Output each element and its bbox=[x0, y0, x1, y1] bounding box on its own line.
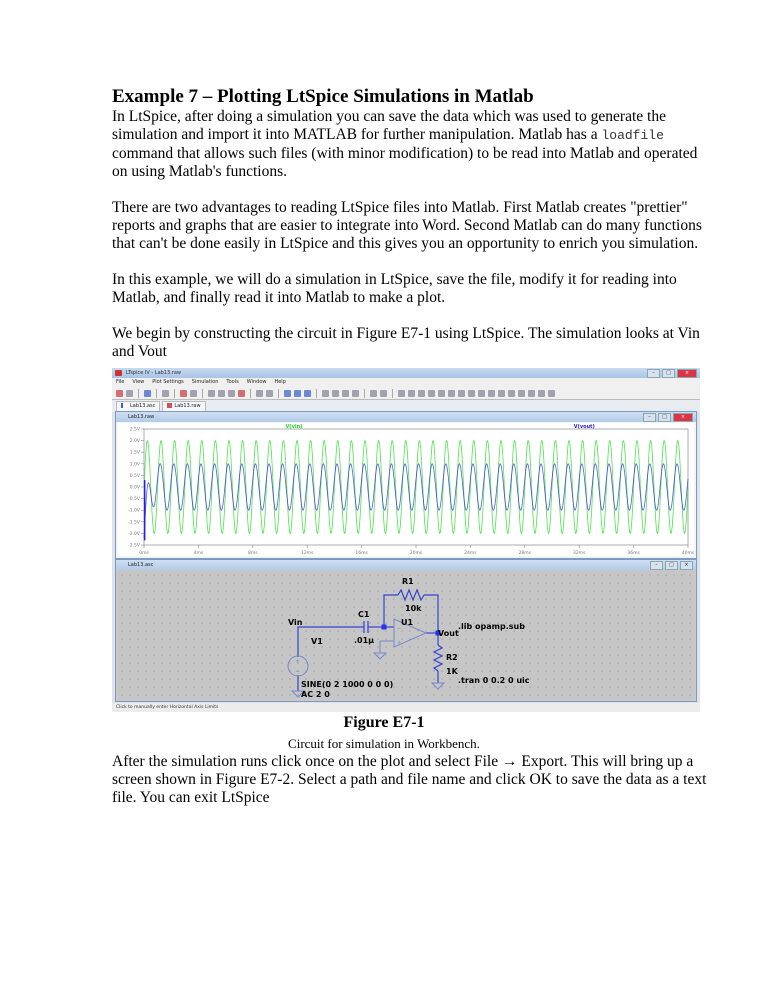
svg-text:4ms: 4ms bbox=[193, 551, 204, 556]
sch-restore-button[interactable]: □ bbox=[665, 561, 678, 570]
toolbar bbox=[112, 387, 700, 400]
r2-label[interactable]: R2 bbox=[446, 653, 458, 662]
zoom-out-icon[interactable] bbox=[228, 390, 235, 397]
svg-text:+: + bbox=[397, 640, 402, 646]
ltspice-screenshot bbox=[112, 368, 700, 712]
source-value[interactable]: SINE(0 2 1000 0 0 0) bbox=[301, 680, 394, 689]
close-button[interactable]: × bbox=[677, 369, 697, 378]
wave-close-button[interactable]: × bbox=[673, 413, 693, 422]
inductor-icon[interactable] bbox=[448, 390, 455, 397]
capacitor-icon[interactable] bbox=[438, 390, 445, 397]
halt-icon[interactable] bbox=[190, 390, 197, 397]
svg-text:+: + bbox=[295, 658, 301, 665]
v1-label[interactable]: V1 bbox=[311, 637, 323, 646]
svg-text:-2.5V: -2.5V bbox=[128, 543, 140, 549]
u1-label[interactable]: U1 bbox=[401, 618, 414, 627]
svg-text:16ms: 16ms bbox=[355, 551, 368, 556]
intro-paragraph: In LtSpice, after doing a simulation you can save the data which was used to generate the simulation and import it into MATLAB for further manipulation. Matlab has a loadfile command that allows such files (with minor modification) to be read into Matlab and operated on using Matlab's functions. bbox=[112, 108, 698, 180]
tran-directive[interactable]: .tran 0 0.2 0 uic bbox=[458, 676, 530, 685]
lib-directive[interactable]: .lib opamp.sub bbox=[458, 622, 525, 631]
svg-text:32ms: 32ms bbox=[572, 551, 586, 556]
r2-value[interactable]: 1K bbox=[446, 667, 458, 676]
svg-text:40ms: 40ms bbox=[681, 551, 694, 556]
wave-minimize-button[interactable]: – bbox=[643, 413, 656, 422]
vout-net-label[interactable]: Vout bbox=[438, 629, 459, 638]
svg-text:24ms: 24ms bbox=[464, 551, 477, 556]
svg-text:0ms: 0ms bbox=[139, 551, 149, 556]
waveform-icon bbox=[167, 403, 172, 408]
paste-icon[interactable] bbox=[342, 390, 349, 397]
zoom-fit-icon[interactable] bbox=[238, 390, 245, 397]
svg-text:2.5V: 2.5V bbox=[129, 427, 140, 433]
rotate-icon[interactable] bbox=[518, 390, 525, 397]
page-title: Example 7 – Plotting LtSpice Simulations in Matlab bbox=[112, 86, 534, 107]
text-icon[interactable] bbox=[538, 390, 545, 397]
move-icon[interactable] bbox=[478, 390, 485, 397]
export-paragraph: After the simulation runs click once on the plot and select File → Export. This will bring up a screen shown in Figure E7-2. Select a path and file name and click OK to save the data as a text file. You can exit LtSpice bbox=[112, 753, 707, 806]
circuit-diagram bbox=[118, 571, 694, 699]
undo-icon[interactable] bbox=[498, 390, 505, 397]
svg-text:−: − bbox=[397, 626, 402, 632]
cascade-icon[interactable] bbox=[284, 390, 291, 397]
schematic-window bbox=[115, 559, 697, 702]
figure-caption: Circuit for simulation in Workbench. bbox=[288, 736, 480, 751]
spice-directive-icon[interactable] bbox=[548, 390, 555, 397]
svg-text:2.0V: 2.0V bbox=[129, 439, 140, 445]
tile-icon[interactable] bbox=[266, 390, 273, 397]
svg-text:V(vout): V(vout) bbox=[573, 424, 595, 430]
loadfile-code: loadfile bbox=[601, 128, 664, 143]
component-icon[interactable] bbox=[468, 390, 475, 397]
menu-tools[interactable]: Tools bbox=[226, 379, 239, 385]
menu-plot-settings[interactable]: Plot Settings bbox=[152, 379, 184, 385]
new-schematic-icon[interactable] bbox=[116, 390, 123, 397]
run-icon[interactable] bbox=[180, 390, 187, 397]
menu-simulation[interactable]: Simulation bbox=[191, 379, 219, 385]
schematic-canvas[interactable] bbox=[118, 571, 694, 699]
zoom-in-icon[interactable] bbox=[208, 390, 215, 397]
drag-icon[interactable] bbox=[488, 390, 495, 397]
status-bar: Click to manually enter Horizontal Axis Limits bbox=[112, 703, 700, 712]
waveform-plot[interactable] bbox=[118, 423, 694, 556]
svg-text:36ms: 36ms bbox=[627, 551, 640, 556]
svg-text:-1.0V: -1.0V bbox=[128, 508, 140, 514]
find-icon[interactable] bbox=[352, 390, 359, 397]
svg-text:0.0V: 0.0V bbox=[129, 485, 140, 491]
wave-restore-button[interactable]: □ bbox=[658, 413, 671, 422]
construct-paragraph: We begin by constructing the circuit in Figure E7-1 using LtSpice. The simulation looks at Vin and Vout bbox=[112, 325, 700, 360]
r1-value[interactable]: 10k bbox=[405, 604, 422, 613]
export-instructions bbox=[112, 753, 712, 825]
tab-waveform[interactable]: Lab13.raw bbox=[162, 401, 205, 412]
print-icon[interactable] bbox=[380, 390, 387, 397]
menu-window[interactable]: Window bbox=[246, 379, 267, 385]
open-icon[interactable] bbox=[126, 390, 133, 397]
sch-minimize-button[interactable]: – bbox=[650, 561, 663, 570]
app-titlebar: LTspice IV - Lab13.raw – □ × bbox=[112, 368, 700, 378]
maximize-button[interactable]: □ bbox=[662, 369, 675, 378]
c1-label[interactable]: C1 bbox=[358, 610, 370, 619]
copy-icon[interactable] bbox=[332, 390, 339, 397]
print-setup-icon[interactable] bbox=[370, 390, 377, 397]
resistor-icon[interactable] bbox=[428, 390, 435, 397]
ltspice-app-icon bbox=[115, 370, 122, 376]
sch-maximize-button[interactable]: × bbox=[680, 561, 693, 570]
menu-view[interactable]: View bbox=[132, 379, 145, 385]
control-panel-icon[interactable] bbox=[162, 390, 169, 397]
menu-file[interactable]: File bbox=[116, 379, 125, 385]
source-ac[interactable]: AC 2 0 bbox=[301, 690, 330, 699]
mirror-icon[interactable] bbox=[528, 390, 535, 397]
diode-icon[interactable] bbox=[458, 390, 465, 397]
figure-title: Figure E7-1 bbox=[343, 714, 425, 731]
svg-text:−: − bbox=[295, 668, 301, 675]
schematic-icon bbox=[121, 403, 128, 408]
example-paragraph: In this example, we will do a simulation in LtSpice, save the file, modify it for reading into Matlab, and finally read it into Matlab to make a plot. bbox=[112, 271, 677, 306]
waveform-window bbox=[115, 411, 697, 559]
autorange-icon[interactable] bbox=[256, 390, 263, 397]
svg-text:-2.0V: -2.0V bbox=[128, 531, 140, 537]
schematic-window-title: Lab13.asc – □ × bbox=[116, 560, 696, 570]
svg-text:V(vin): V(vin) bbox=[285, 424, 303, 430]
vin-net-label[interactable]: Vin bbox=[288, 618, 303, 627]
svg-text:1.5V: 1.5V bbox=[129, 450, 140, 456]
ground-icon[interactable] bbox=[408, 390, 415, 397]
wire-icon[interactable] bbox=[398, 390, 405, 397]
menu-help[interactable]: Help bbox=[274, 379, 286, 385]
svg-text:1.0V: 1.0V bbox=[129, 462, 140, 468]
svg-text:8ms: 8ms bbox=[248, 551, 258, 556]
c1-value[interactable]: .01µ bbox=[354, 636, 375, 645]
label-icon[interactable] bbox=[418, 390, 425, 397]
save-icon[interactable] bbox=[144, 390, 151, 397]
pan-icon[interactable] bbox=[218, 390, 225, 397]
cut-icon[interactable] bbox=[322, 390, 329, 397]
redo-icon[interactable] bbox=[508, 390, 515, 397]
minimize-button[interactable]: – bbox=[647, 369, 660, 378]
r1-label[interactable]: R1 bbox=[402, 577, 414, 586]
waveform-chart[interactable] bbox=[118, 423, 694, 556]
tile-vertical-icon[interactable] bbox=[304, 390, 311, 397]
svg-text:-0.5V: -0.5V bbox=[128, 497, 140, 503]
svg-text:20ms: 20ms bbox=[409, 551, 423, 556]
svg-text:-1.5V: -1.5V bbox=[128, 520, 140, 526]
tile-horizontal-icon[interactable] bbox=[294, 390, 301, 397]
document-body bbox=[112, 86, 712, 361]
waveform-window-title: Lab13.raw – □ × bbox=[116, 412, 696, 422]
svg-text:0.5V: 0.5V bbox=[129, 473, 140, 479]
svg-text:12ms: 12ms bbox=[300, 551, 314, 556]
svg-text:28ms: 28ms bbox=[518, 551, 532, 556]
advantages-paragraph: There are two advantages to reading LtSpice files into Matlab. First Matlab creates "prettier" reports and graphs that are easier to integrate into Word. Second Matlab can do many functions that can't be done easily in LtSpice and this gives you an opportunity to enrich you simulation. bbox=[112, 199, 702, 252]
tab-schematic[interactable]: Lab13.asc bbox=[116, 401, 160, 412]
menu-bar bbox=[112, 378, 700, 387]
